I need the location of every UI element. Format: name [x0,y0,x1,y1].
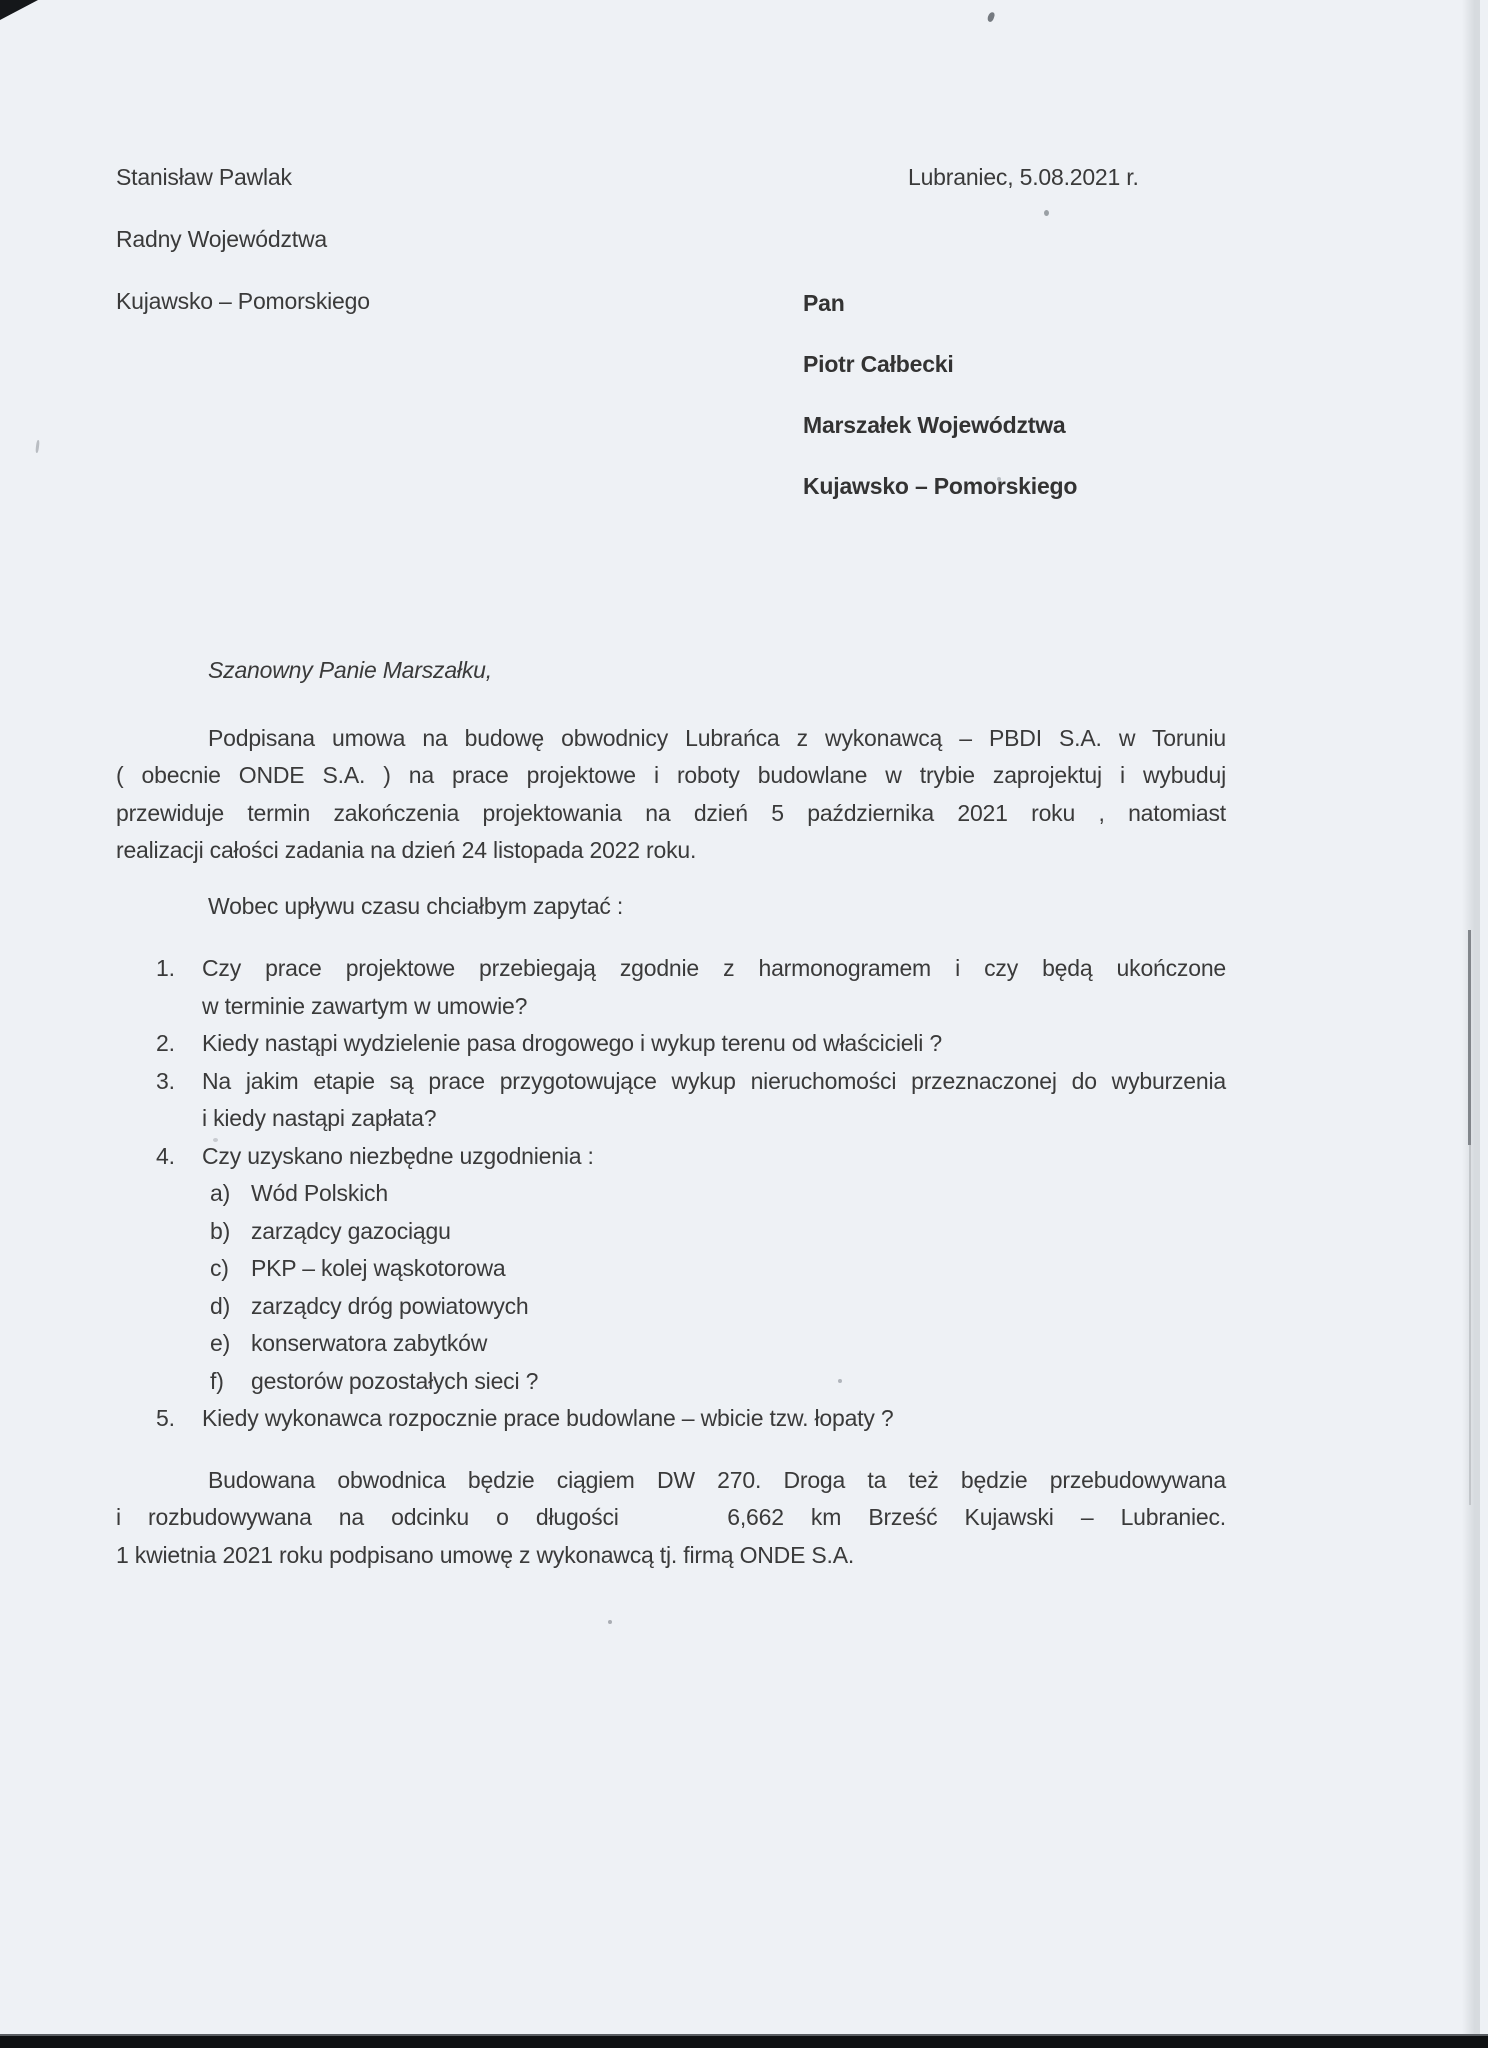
question-text: i kiedy nastąpi zapłata? [202,1105,437,1131]
paragraph-line: ( obecnie ONDE S.A. ) na prace projektowe i roboty budowlane w trybie zaprojektuj i wybuduj [116,762,1226,789]
subitem-text: zarządcy dróg powiatowych [251,1292,529,1319]
paragraph-line: przewiduje termin zakończenia projektowania na dzień 5 października 2021 roku , natomiast [116,799,1226,826]
question-row [116,1025,1226,1063]
paragraph-line: realizacji całości zadania na dzień 24 listopada 2022 roku. [116,837,697,864]
question-number: 2. [156,1030,175,1056]
scan-speck [1044,210,1049,216]
question-subitem-row [116,1250,1226,1288]
recipient-line: Pan [803,290,845,316]
paragraph-line: Budowana obwodnica będzie ciągiem DW 270. Droga ta też będzie przebudowywana [208,1467,1226,1493]
question-text: Na jakim etapie są prace przygotowujące wykup nieruchomości przeznaczonej do wyburzenia [202,1067,1226,1094]
subitem-text: gestorów pozostałych sieci ? [251,1367,539,1394]
question-text: w terminie zawartym w umowie? [202,992,528,1019]
salutation: Szanowny Panie Marszałku, [208,657,492,683]
question-subitem-row [116,1325,1226,1363]
scan-right-edge-strip [1462,0,1480,2046]
subitem-text: zarządcy gazociągu [251,1217,451,1244]
question-text: Czy uzyskano niezbędne uzgodnienia : [202,1142,594,1169]
subitem-letter: d) [210,1292,231,1319]
questions-list [116,950,1226,1438]
question-subitem-row [116,1288,1226,1326]
question-row [116,1138,1226,1176]
question-number: 5. [156,1405,175,1431]
sender-region: Kujawsko – Pomorskiego [116,288,370,314]
question-subitem-row [116,1175,1226,1213]
scan-speck [987,11,996,22]
subitem-text: PKP – kolej wąskotorowa [251,1255,506,1281]
sender-title: Radny Województwa [116,226,327,252]
paragraph-1 [116,720,1226,870]
sender-name: Stanisław Pawlak [116,164,292,190]
subitem-letter: a) [210,1180,231,1206]
question-row-continuation [116,988,1226,1026]
question-subitem-row [116,1213,1226,1251]
question-text: Kiedy nastąpi wydzielenie pasa drogowego i wykup terenu od właścicieli ? [202,1030,942,1056]
subitem-letter: f) [210,1367,224,1394]
subitem-text: konserwatora zabytków [251,1330,488,1356]
question-text: Czy prace projektowe przebiegają zgodnie z harmonogramem i czy będą ukończone [202,955,1226,981]
paragraph-2 [116,1462,1226,1574]
recipient-block [803,290,1077,534]
subitem-letter: e) [210,1330,231,1356]
scan-right-edge-line-faint [1469,1145,1471,1505]
subitem-text: Wód Polskich [251,1180,388,1206]
question-row [116,1063,1226,1101]
question-subitem-row [116,1363,1226,1401]
paragraph-line: 1 kwietnia 2021 roku podpisano umowę z wykonawcą tj. firmą ONDE S.A. [116,1541,855,1568]
subitem-letter: b) [210,1217,231,1244]
question-number: 3. [156,1067,175,1094]
question-row-continuation [116,1100,1226,1138]
scan-corner-fold [0,0,38,20]
scan-speck [608,1620,612,1624]
recipient-line: Marszałek Województwa [803,412,1066,438]
recipient-line: Piotr Całbecki [803,351,954,377]
recipient-line: Kujawsko – Pomorskiego [803,473,1078,499]
question-row [116,950,1226,988]
sender-block [116,164,370,350]
questions-intro: Wobec upływu czasu chciałbym zapytać : [208,893,624,919]
subitem-letter: c) [210,1255,229,1281]
dateline: Lubraniec, 5.08.2021 r. [908,164,1139,190]
question-number: 1. [156,955,175,981]
question-number: 4. [156,1142,175,1169]
question-row [116,1400,1226,1438]
paragraph-line: Podpisana umowa na budowę obwodnicy Lubrańca z wykonawcą – PBDI S.A. w Toruniu [208,725,1226,751]
scan-speck [35,440,40,453]
paragraph-line: i rozbudowywana na odcinku o długości 6,662 km Brześć Kujawski – Lubraniec. [116,1504,1226,1531]
scan-right-edge-line [1468,930,1471,1145]
question-text: Kiedy wykonawca rozpocznie prace budowlane – wbicie tzw. łopaty ? [202,1405,894,1431]
